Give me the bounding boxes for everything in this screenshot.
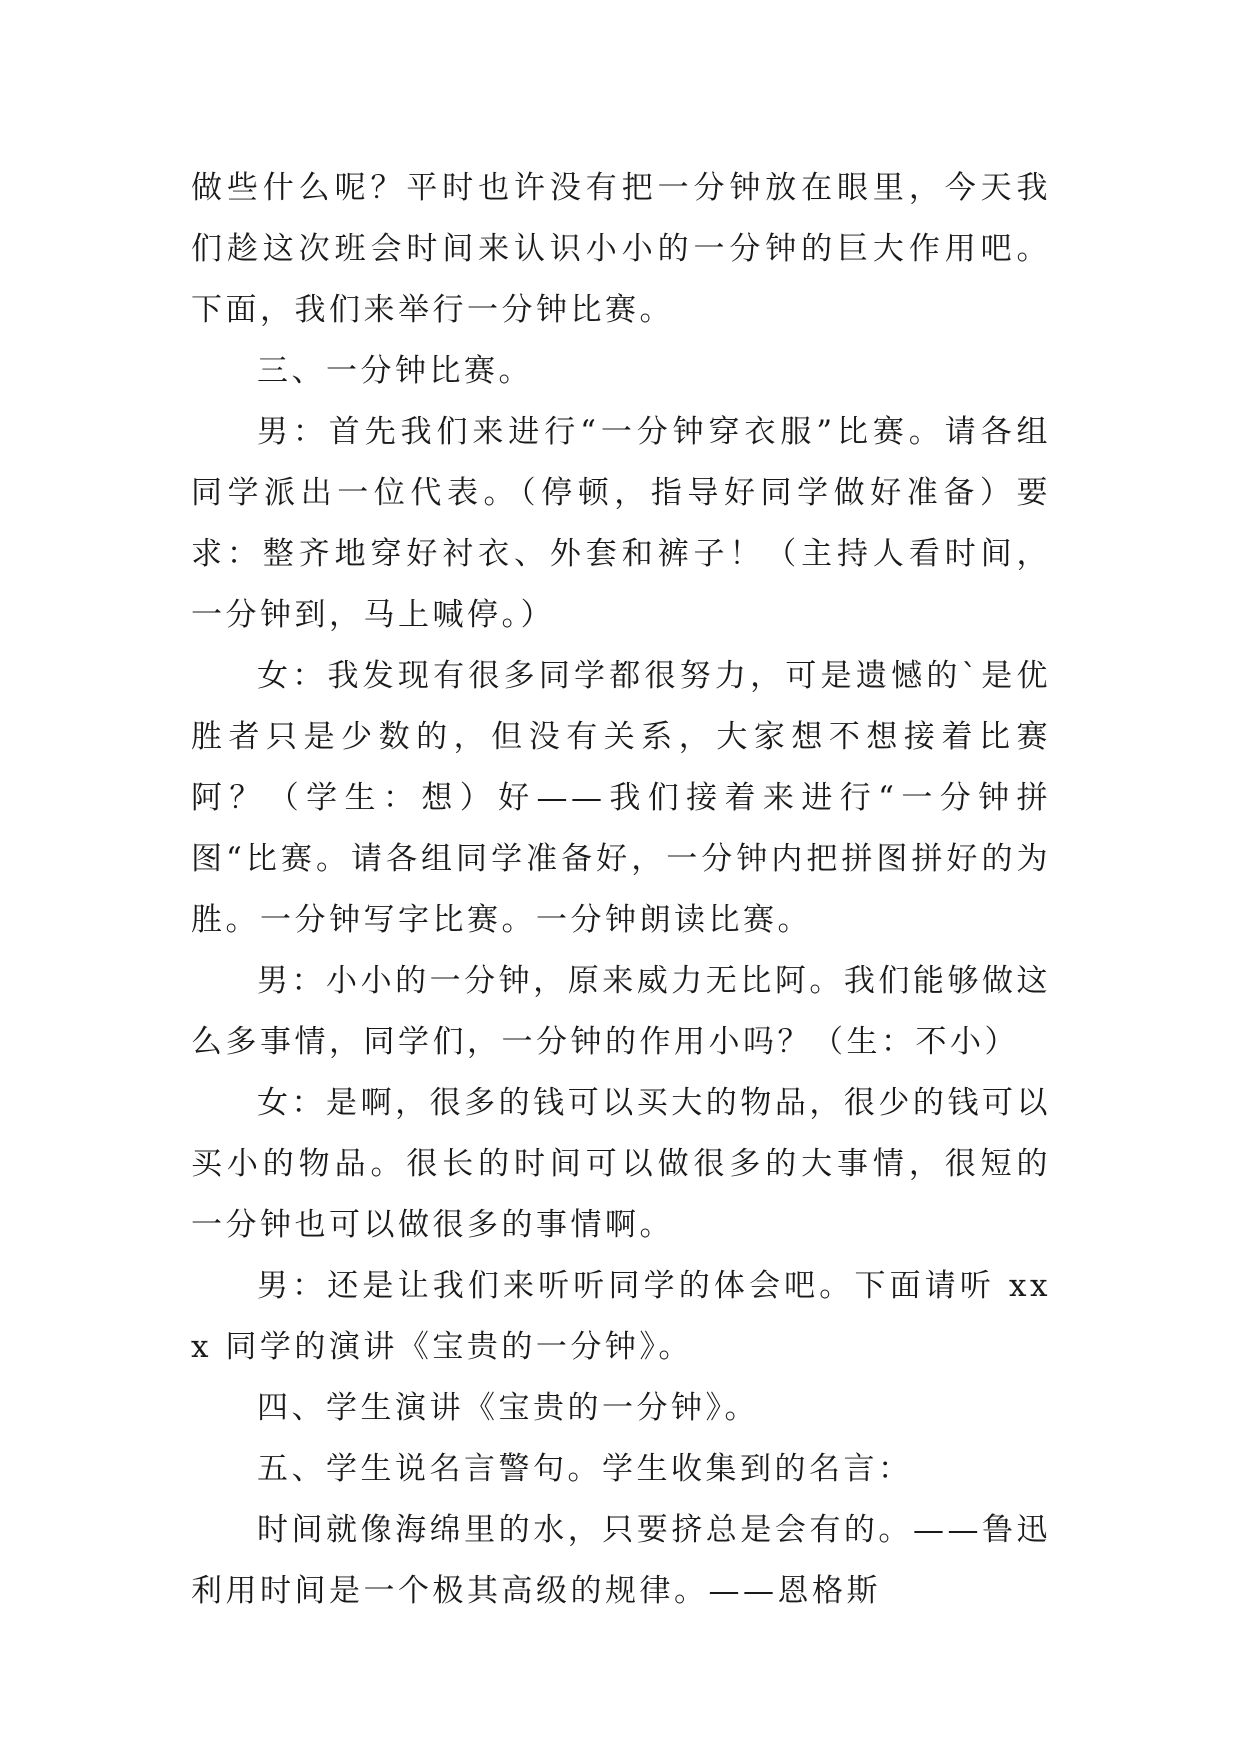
section-heading-three: 三、一分钟比赛。 [257,353,533,389]
section-heading-five: 五、学生说名言警句。学生收集到的名言： [257,1451,913,1487]
section-heading-four: 四、学生演讲《宝贵的一分钟》。 [257,1390,759,1426]
paragraph-quotes: 时间就像海绵里的水，只要挤总是会有的。——鲁迅利用时间是一个极其高级的规律。——恩格斯 [191,1512,1051,1609]
paragraph-female-puzzle-contest: 女：我发现有很多同学都很努力，可是遗憾的`是优胜者只是少数的，但没有关系，大家想不想接着比赛阿？（学生：想）好——我们接着来进行“一分钟拼图“比赛。请各组同学准备好，一分钟内把拼图拼好的为胜。一分钟写字比赛。一分钟朗读比赛。 [191,658,1051,938]
document-body [191,158,1051,1622]
paragraph-male-power-of-minute: 男：小小的一分钟，原来威力无比阿。我们能够做这么多事情，同学们，一分钟的作用小吗？（生：不小） [191,963,1051,1060]
paragraph-1: 做些什么呢？平时也许没有把一分钟放在眼里，今天我们趁这次班会时间来认识小小的一分钟的巨大作用吧。下面，我们来举行一分钟比赛。 [191,170,1051,328]
paragraph-female-money-analogy: 女：是啊，很多的钱可以买大的物品，很少的钱可以买小的物品。很长的时间可以做很多的大事情，很短的一分钟也可以做很多的事情啊。 [191,1085,1051,1243]
paragraph-male-speech-intro: 男：还是让我们来听听同学的体会吧。下面请听 xxx 同学的演讲《宝贵的一分钟》。 [191,1268,1051,1365]
paragraph-male-dressing-contest: 男：首先我们来进行“一分钟穿衣服”比赛。请各组同学派出一位代表。（停顿，指导好同学做好准备）要求：整齐地穿好衬衣、外套和裤子！（主持人看时间，一分钟到，马上喊停。） [191,414,1051,633]
